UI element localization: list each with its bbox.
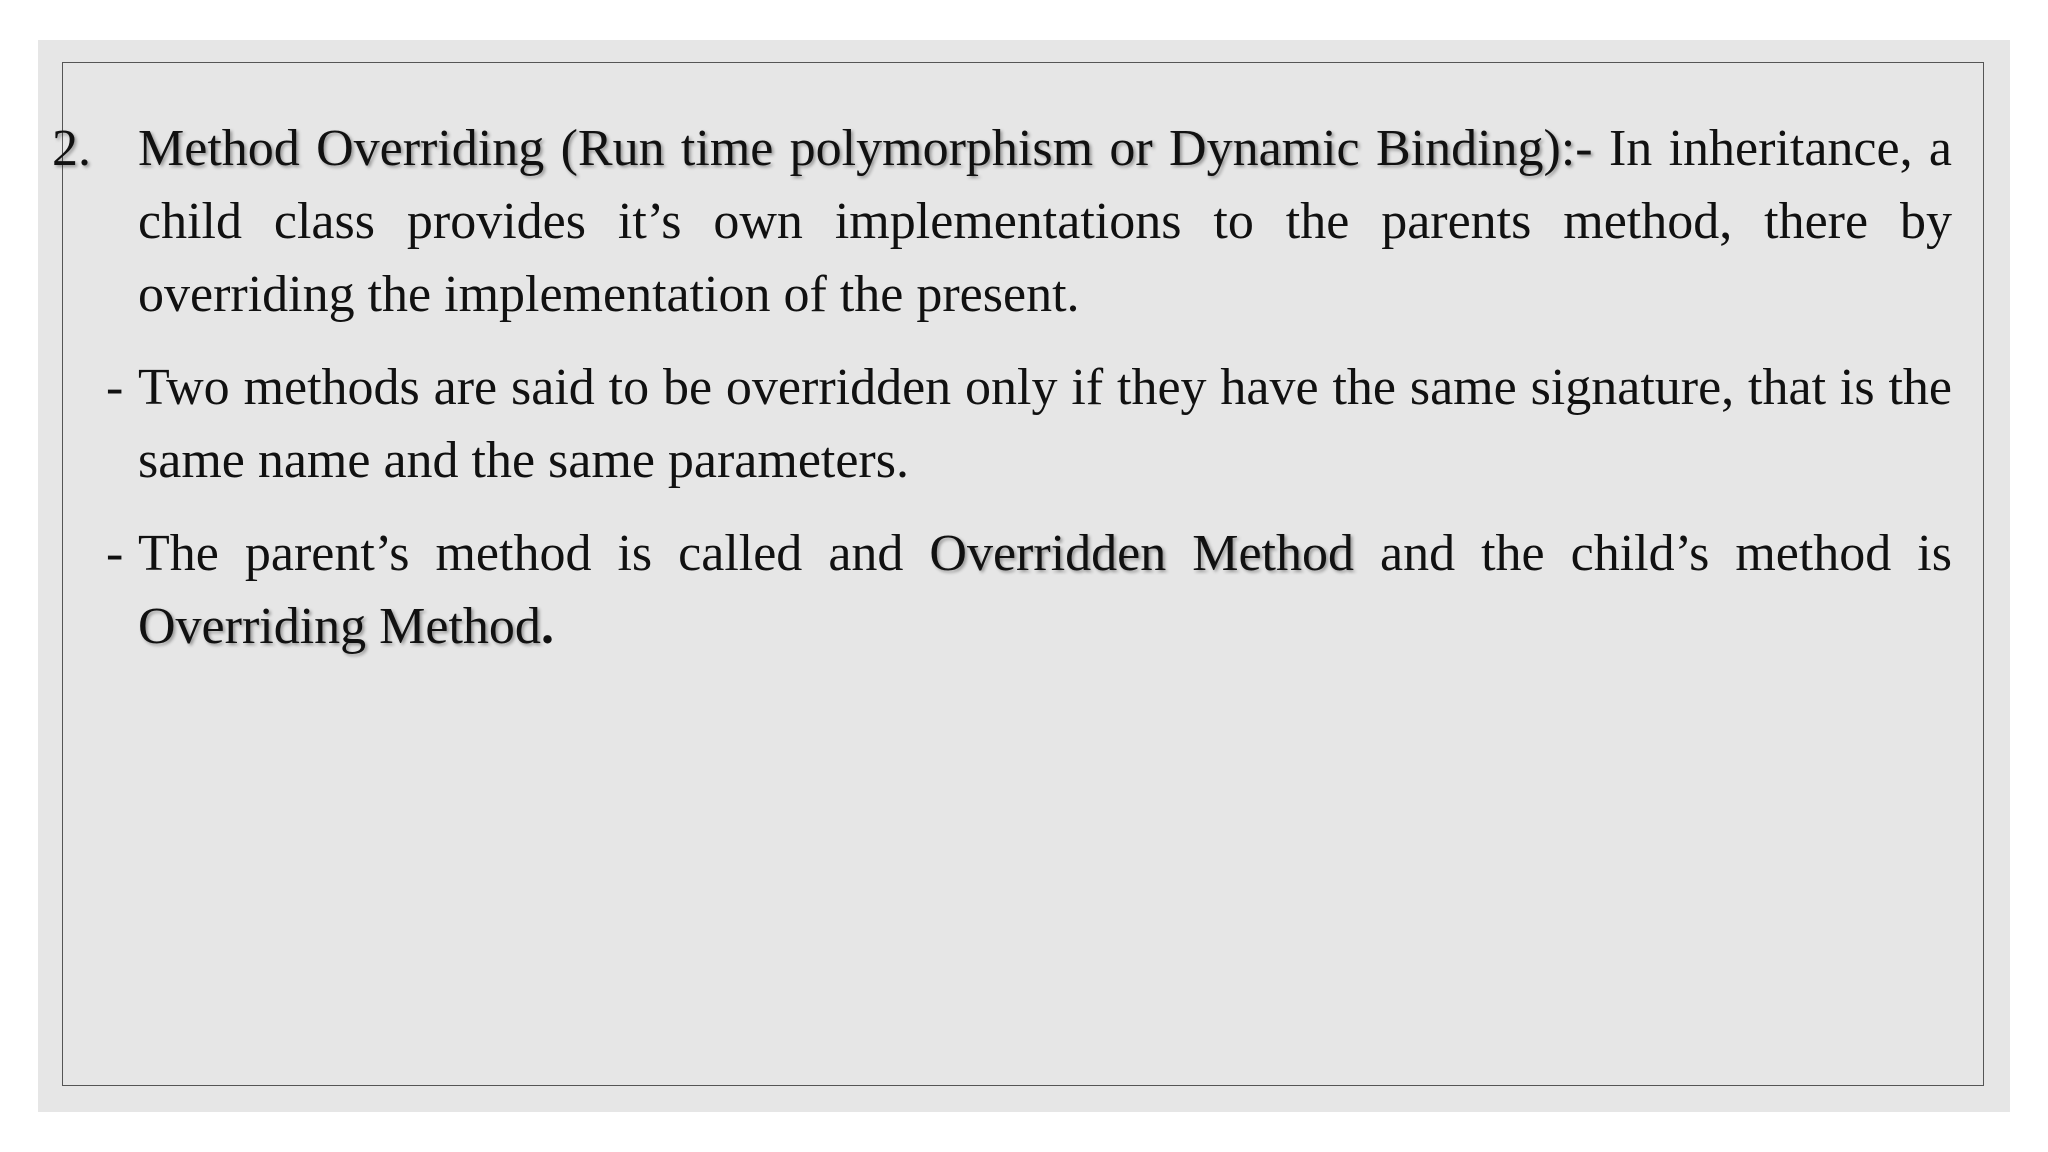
- slide: [38, 40, 2010, 1112]
- item-title: Method Overriding (Run time polymorphism or Dynamic Binding):-: [138, 120, 1593, 177]
- overridden-method-term: Overridden Method: [929, 525, 1354, 582]
- item-description: In inheritance, a child class provides it’s own implementations to the parents method, there by overriding the implementation of the present.: [138, 120, 1953, 323]
- numbered-item-method-overriding: [52, 112, 1952, 331]
- slide-content: [52, 112, 1952, 663]
- bullet-text-before: The parent’s method is called and: [138, 525, 930, 582]
- overriding-method-term: Overriding Method: [138, 598, 541, 655]
- bullet-marker: -: [106, 525, 124, 582]
- bullet-text-end: .: [540, 598, 554, 655]
- bullet-item-signature: [52, 351, 1952, 497]
- item-number: 2.: [52, 120, 91, 177]
- bullet-marker: -: [106, 359, 124, 416]
- bullet-text: Two methods are said to be overridden only if they have the same signature, that is the same name and the same parameters.: [138, 359, 1952, 489]
- bullet-item-method-names: [52, 517, 1952, 663]
- bullet-text-middle: and the child’s method is: [1354, 525, 1952, 582]
